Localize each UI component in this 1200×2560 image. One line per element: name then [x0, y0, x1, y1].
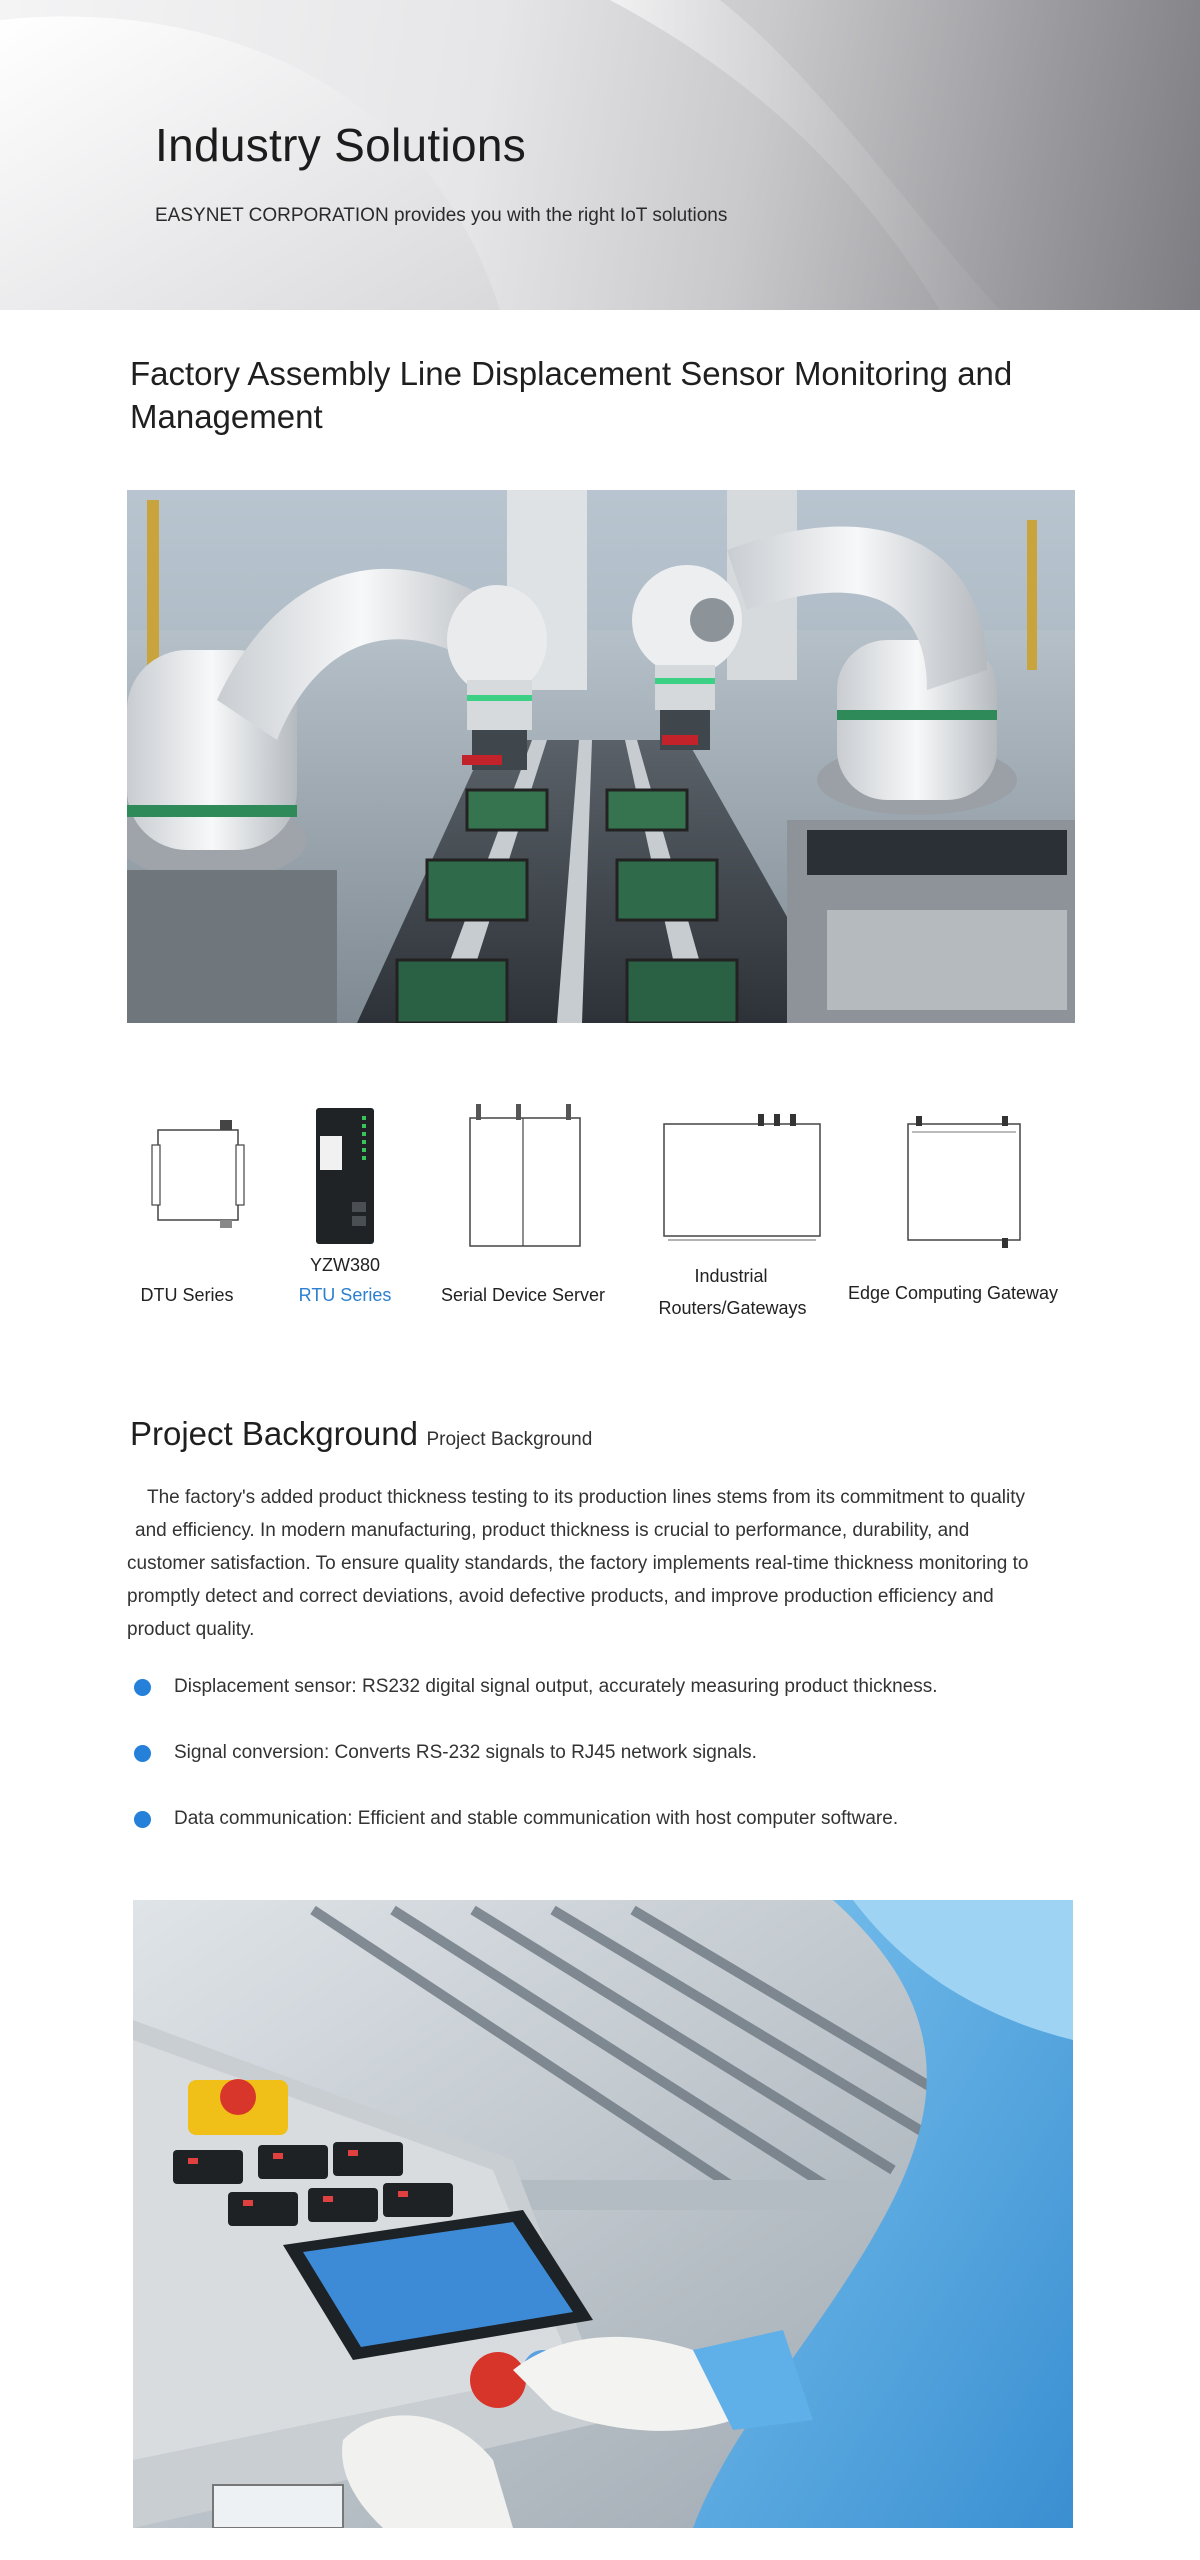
paragraph-line-1: The factory's added product thickness testing to its production lines stems from its commitment to quality — [147, 1487, 1026, 1508]
product-label-industrial-line2[interactable]: Routers/Gateways — [658, 1298, 807, 1318]
bullet-text: Data communication: Efficient and stable communication with host computer software. — [174, 1808, 899, 1829]
list-item — [134, 1738, 1084, 1768]
page-title: Industry Solutions — [155, 119, 527, 171]
operator-control-panel-photo — [133, 1900, 1073, 2528]
product-label-serial-server[interactable]: Serial Device Server — [440, 1285, 606, 1305]
hero-banner — [0, 0, 1200, 310]
bullet-dot-icon — [134, 1679, 151, 1696]
assembly-line-photo — [127, 490, 1075, 1023]
paragraph-line-2: and efficiency. In modern manufacturing, product thickness is crucial to performance, durability, and — [135, 1520, 970, 1541]
paragraph-line-4: promptly detect and correct deviations, avoid defective products, and improve production efficiency and — [127, 1586, 994, 1607]
router-device-image — [662, 1112, 822, 1248]
rtu-device-image — [314, 1106, 376, 1246]
project-background-paragraph — [127, 1481, 1087, 1646]
serial-server-image — [466, 1100, 584, 1250]
list-item — [134, 1672, 1084, 1702]
product-label-edge-gateway[interactable]: Edge Computing Gateway — [847, 1283, 1059, 1303]
project-background-subtitle: Project Background — [426, 1429, 593, 1450]
section-title: Factory Assembly Line Displacement Sensor Monitoring and Management — [130, 355, 1013, 435]
bullet-text: Displacement sensor: RS232 digital signal output, accurately measuring product thickness. — [174, 1676, 938, 1697]
project-background-title: Project Background — [130, 1415, 418, 1452]
page-subtitle: EASYNET CORPORATION provides you with the right IoT solutions — [155, 205, 728, 226]
paragraph-line-5: product quality. — [127, 1619, 255, 1640]
bullet-text: Signal conversion: Converts RS-232 signals to RJ45 network signals. — [174, 1742, 757, 1763]
product-label-dtu[interactable]: DTU Series — [140, 1285, 234, 1305]
product-model-yzw380: YZW380 — [309, 1255, 381, 1275]
product-label-rtu[interactable]: RTU Series — [298, 1285, 392, 1305]
list-item — [134, 1804, 1084, 1834]
bullet-dot-icon — [134, 1811, 151, 1828]
dtu-device-image — [150, 1120, 246, 1230]
edge-gateway-image — [906, 1114, 1022, 1250]
product-label-industrial-line1[interactable]: Industrial — [694, 1266, 768, 1286]
project-background-heading — [130, 1415, 592, 1453]
bullet-dot-icon — [134, 1745, 151, 1762]
paragraph-line-3: customer satisfaction. To ensure quality standards, the factory implements real-time thickness monitoring to — [127, 1553, 1029, 1574]
